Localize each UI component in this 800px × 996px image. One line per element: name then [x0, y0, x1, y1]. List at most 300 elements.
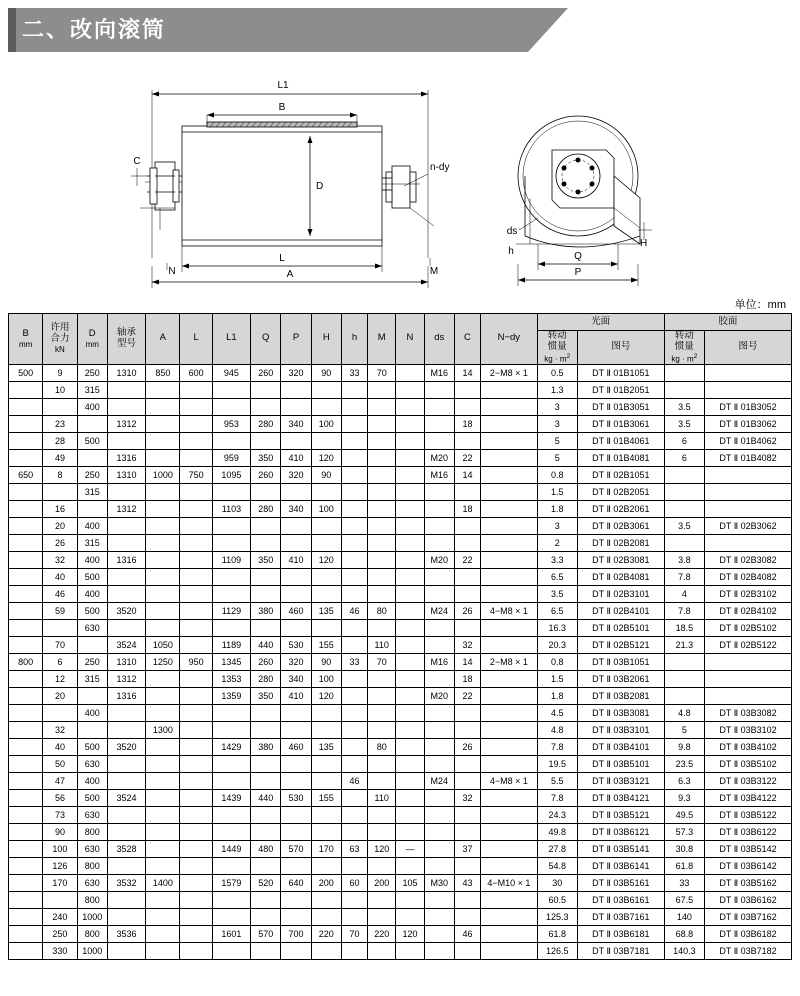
- cell-c: [454, 891, 480, 908]
- cell-l: [180, 789, 212, 806]
- col-b: B mm: [9, 314, 43, 365]
- cell-l1: [212, 755, 250, 772]
- cell-m: 70: [368, 653, 396, 670]
- cell-code1: DT Ⅱ 03B7161: [577, 908, 664, 925]
- table-row: [9, 874, 792, 891]
- cell-ds: [424, 925, 454, 942]
- cell-l1: [212, 823, 250, 840]
- cell-l: [180, 908, 212, 925]
- cell-c: 26: [454, 738, 480, 755]
- cell-p: [281, 857, 311, 874]
- cell-h_up: 155: [311, 789, 341, 806]
- cell-ndy: [481, 585, 538, 602]
- cell-bearing: [107, 721, 145, 738]
- cell-ndy: [481, 551, 538, 568]
- col-h-lower: h: [341, 314, 367, 365]
- cell-c: [454, 942, 480, 959]
- cell-h_low: [341, 500, 367, 517]
- cell-m: [368, 483, 396, 500]
- cell-l: [180, 568, 212, 585]
- cell-h_up: [311, 857, 341, 874]
- cell-m: [368, 772, 396, 789]
- cell-h_up: [311, 772, 341, 789]
- cell-j1: 0.8: [537, 653, 577, 670]
- cell-b: [9, 687, 43, 704]
- cell-n: [396, 653, 424, 670]
- cell-j2: [664, 687, 704, 704]
- cell-l: [180, 636, 212, 653]
- cell-q: [251, 908, 281, 925]
- cell-j1: 61.8: [537, 925, 577, 942]
- cell-a: [146, 942, 180, 959]
- cell-q: [251, 432, 281, 449]
- cell-h_low: [341, 568, 367, 585]
- cell-m: [368, 891, 396, 908]
- cell-ndy: [481, 755, 538, 772]
- cell-b: [9, 840, 43, 857]
- cell-bearing: [107, 823, 145, 840]
- cell-code1: DT Ⅱ 03B4121: [577, 789, 664, 806]
- cell-n: 120: [396, 925, 424, 942]
- cell-d: 400: [77, 517, 107, 534]
- spec-table-body: [9, 364, 792, 959]
- cell-l1: 953: [212, 415, 250, 432]
- svg-text:M: M: [429, 266, 439, 277]
- cell-code1: DT Ⅱ 02B1051: [577, 466, 664, 483]
- cell-m: 80: [368, 602, 396, 619]
- cell-ndy: [481, 466, 538, 483]
- cell-bearing: 1316: [107, 687, 145, 704]
- cell-ds: [424, 942, 454, 959]
- cell-h_low: 46: [341, 602, 367, 619]
- cell-ndy: [481, 721, 538, 738]
- cell-bearing: 1316: [107, 551, 145, 568]
- table-row: [9, 449, 792, 466]
- cell-m: [368, 619, 396, 636]
- cell-code1: DT Ⅱ 02B2051: [577, 483, 664, 500]
- cell-code2: DT Ⅱ 03B6122: [705, 823, 792, 840]
- cell-l: 750: [180, 466, 212, 483]
- cell-bearing: [107, 942, 145, 959]
- cell-c: [454, 772, 480, 789]
- cell-j1: 1.8: [537, 500, 577, 517]
- cell-b: [9, 908, 43, 925]
- cell-n: [396, 721, 424, 738]
- table-row: [9, 636, 792, 653]
- cell-code1: DT Ⅱ 03B2081: [577, 687, 664, 704]
- table-row: [9, 398, 792, 415]
- cell-p: 340: [281, 670, 311, 687]
- cell-j1: 1.8: [537, 687, 577, 704]
- cell-l1: [212, 381, 250, 398]
- cell-h_low: [341, 670, 367, 687]
- cell-ndy: [481, 568, 538, 585]
- cell-bearing: 1310: [107, 364, 145, 381]
- cell-h_low: [341, 823, 367, 840]
- cell-b: [9, 891, 43, 908]
- cell-l1: 1429: [212, 738, 250, 755]
- cell-force: 100: [43, 840, 77, 857]
- col-code-smooth: 图号: [577, 331, 664, 365]
- cell-ds: [424, 721, 454, 738]
- cell-c: [454, 721, 480, 738]
- cell-h_up: [311, 721, 341, 738]
- cell-n: [396, 704, 424, 721]
- cell-p: [281, 517, 311, 534]
- cell-m: 70: [368, 364, 396, 381]
- cell-j2: 23.5: [664, 755, 704, 772]
- cell-b: [9, 857, 43, 874]
- cell-ds: M20: [424, 551, 454, 568]
- cell-force: 240: [43, 908, 77, 925]
- cell-a: [146, 806, 180, 823]
- cell-ndy: [481, 398, 538, 415]
- cell-l: [180, 415, 212, 432]
- cell-j2: 21.3: [664, 636, 704, 653]
- cell-code1: DT Ⅱ 03B1051: [577, 653, 664, 670]
- cell-code2: DT Ⅱ 01B3062: [705, 415, 792, 432]
- cell-m: [368, 551, 396, 568]
- cell-force: 170: [43, 874, 77, 891]
- cell-j1: 1.5: [537, 483, 577, 500]
- cell-j2: 6.3: [664, 772, 704, 789]
- cell-h_low: [341, 449, 367, 466]
- table-row: [9, 806, 792, 823]
- cell-j2: [664, 466, 704, 483]
- cell-code2: [705, 534, 792, 551]
- table-row: [9, 415, 792, 432]
- cell-j2: 6: [664, 449, 704, 466]
- cell-code2: DT Ⅱ 03B6162: [705, 891, 792, 908]
- cell-b: [9, 789, 43, 806]
- cell-a: [146, 670, 180, 687]
- cell-m: [368, 942, 396, 959]
- cell-m: [368, 687, 396, 704]
- cell-j2: 3.5: [664, 415, 704, 432]
- cell-p: [281, 432, 311, 449]
- cell-ndy: [481, 449, 538, 466]
- cell-code1: DT Ⅱ 01B2051: [577, 381, 664, 398]
- cell-q: [251, 398, 281, 415]
- cell-a: [146, 687, 180, 704]
- cell-b: [9, 534, 43, 551]
- cell-b: [9, 823, 43, 840]
- cell-d: 250: [77, 364, 107, 381]
- cell-force: [43, 619, 77, 636]
- cell-bearing: [107, 517, 145, 534]
- cell-force: 9: [43, 364, 77, 381]
- cell-b: 500: [9, 364, 43, 381]
- cell-b: [9, 551, 43, 568]
- cell-l: [180, 500, 212, 517]
- cell-code2: DT Ⅱ 02B5102: [705, 619, 792, 636]
- cell-l1: [212, 857, 250, 874]
- cell-c: [454, 857, 480, 874]
- cell-l: [180, 585, 212, 602]
- cell-bearing: 1312: [107, 415, 145, 432]
- cell-l1: 1345: [212, 653, 250, 670]
- cell-m: [368, 398, 396, 415]
- table-row: [9, 823, 792, 840]
- cell-b: [9, 398, 43, 415]
- cell-j2: 33: [664, 874, 704, 891]
- cell-j2: 30.8: [664, 840, 704, 857]
- cell-c: 22: [454, 449, 480, 466]
- cell-l: [180, 823, 212, 840]
- cell-m: [368, 670, 396, 687]
- cell-n: [396, 500, 424, 517]
- table-row: [9, 942, 792, 959]
- cell-d: 630: [77, 874, 107, 891]
- cell-m: [368, 534, 396, 551]
- cell-l1: [212, 772, 250, 789]
- cell-q: 280: [251, 415, 281, 432]
- cell-c: [454, 381, 480, 398]
- cell-h_up: 90: [311, 466, 341, 483]
- cell-ndy: [481, 483, 538, 500]
- cell-code1: DT Ⅱ 01B4061: [577, 432, 664, 449]
- cell-m: 80: [368, 738, 396, 755]
- cell-m: [368, 585, 396, 602]
- cell-code2: DT Ⅱ 03B3122: [705, 772, 792, 789]
- cell-p: [281, 823, 311, 840]
- cell-code2: [705, 466, 792, 483]
- cell-ds: [424, 806, 454, 823]
- cell-m: [368, 449, 396, 466]
- cell-a: [146, 517, 180, 534]
- cell-code2: DT Ⅱ 03B6142: [705, 857, 792, 874]
- cell-b: [9, 483, 43, 500]
- cell-l1: [212, 891, 250, 908]
- cell-l: 600: [180, 364, 212, 381]
- cell-a: [146, 534, 180, 551]
- cell-p: [281, 619, 311, 636]
- cell-j2: 9.8: [664, 738, 704, 755]
- cell-c: 37: [454, 840, 480, 857]
- cell-a: [146, 551, 180, 568]
- cell-d: 630: [77, 840, 107, 857]
- cell-j1: 5: [537, 432, 577, 449]
- cell-ds: [424, 704, 454, 721]
- cell-l1: 959: [212, 449, 250, 466]
- cell-h_low: [341, 398, 367, 415]
- cell-force: 32: [43, 551, 77, 568]
- cell-h_low: 70: [341, 925, 367, 942]
- cell-d: 315: [77, 381, 107, 398]
- cell-force: 40: [43, 738, 77, 755]
- cell-bearing: 3520: [107, 738, 145, 755]
- cell-p: [281, 942, 311, 959]
- cell-n: [396, 908, 424, 925]
- cell-j1: 6.5: [537, 568, 577, 585]
- cell-h_low: [341, 585, 367, 602]
- cell-n: [396, 789, 424, 806]
- cell-j1: 0.5: [537, 364, 577, 381]
- spec-table: [8, 313, 792, 960]
- cell-b: [9, 636, 43, 653]
- cell-h_up: [311, 942, 341, 959]
- cell-code1: DT Ⅱ 03B4101: [577, 738, 664, 755]
- table-row: [9, 517, 792, 534]
- cell-j2: 3.5: [664, 517, 704, 534]
- cell-force: 70: [43, 636, 77, 653]
- cell-j1: 60.5: [537, 891, 577, 908]
- cell-ds: [424, 823, 454, 840]
- cell-p: [281, 806, 311, 823]
- cell-l1: 1103: [212, 500, 250, 517]
- cell-j2: [664, 381, 704, 398]
- cell-ds: M16: [424, 466, 454, 483]
- cell-ndy: [481, 840, 538, 857]
- cell-h_low: [341, 619, 367, 636]
- cell-b: [9, 568, 43, 585]
- cell-p: 320: [281, 364, 311, 381]
- cell-m: [368, 381, 396, 398]
- cell-ds: [424, 857, 454, 874]
- cell-a: 1400: [146, 874, 180, 891]
- cell-code1: DT Ⅱ 02B3061: [577, 517, 664, 534]
- cell-ds: M20: [424, 687, 454, 704]
- cell-bearing: [107, 891, 145, 908]
- cell-h_low: [341, 636, 367, 653]
- cell-bearing: [107, 806, 145, 823]
- cell-m: [368, 500, 396, 517]
- cell-l: [180, 432, 212, 449]
- cell-q: [251, 568, 281, 585]
- cell-l1: [212, 942, 250, 959]
- cell-h_up: [311, 483, 341, 500]
- cell-m: [368, 415, 396, 432]
- cell-c: [454, 908, 480, 925]
- cell-p: [281, 908, 311, 925]
- cell-l: [180, 534, 212, 551]
- cell-l: [180, 755, 212, 772]
- cell-code2: DT Ⅱ 03B5162: [705, 874, 792, 891]
- cell-code2: DT Ⅱ 03B7182: [705, 942, 792, 959]
- cell-code2: [705, 670, 792, 687]
- cell-h_low: [341, 857, 367, 874]
- cell-p: [281, 398, 311, 415]
- cell-h_low: [341, 704, 367, 721]
- cell-q: [251, 619, 281, 636]
- cell-h_low: [341, 534, 367, 551]
- col-ndy: N−dy: [481, 314, 538, 365]
- cell-l: [180, 398, 212, 415]
- cell-q: [251, 942, 281, 959]
- cell-ds: [424, 585, 454, 602]
- cell-ndy: 4−M10 × 1: [481, 874, 538, 891]
- cell-m: [368, 721, 396, 738]
- cell-a: [146, 704, 180, 721]
- cell-l1: [212, 704, 250, 721]
- cell-q: [251, 483, 281, 500]
- cell-force: [43, 704, 77, 721]
- cell-d: 630: [77, 755, 107, 772]
- cell-a: [146, 772, 180, 789]
- cell-code2: DT Ⅱ 01B4082: [705, 449, 792, 466]
- cell-l1: 1601: [212, 925, 250, 942]
- cell-code1: DT Ⅱ 01B1051: [577, 364, 664, 381]
- cell-l1: [212, 534, 250, 551]
- svg-text:D: D: [316, 181, 324, 192]
- cell-h_up: 120: [311, 449, 341, 466]
- unit-note: 单位：mm: [734, 299, 786, 311]
- cell-l1: [212, 517, 250, 534]
- cell-l: [180, 840, 212, 857]
- cell-l1: [212, 398, 250, 415]
- cell-d: 500: [77, 738, 107, 755]
- cell-ndy: [481, 687, 538, 704]
- cell-l: [180, 925, 212, 942]
- cell-code1: DT Ⅱ 01B3051: [577, 398, 664, 415]
- cell-l: [180, 942, 212, 959]
- cell-code2: DT Ⅱ 03B4122: [705, 789, 792, 806]
- cell-p: 570: [281, 840, 311, 857]
- cell-j1: 1.5: [537, 670, 577, 687]
- cell-b: [9, 806, 43, 823]
- cell-c: 22: [454, 551, 480, 568]
- cell-bearing: 3536: [107, 925, 145, 942]
- cell-h_low: [341, 381, 367, 398]
- cell-h_up: 90: [311, 364, 341, 381]
- cell-code1: DT Ⅱ 03B6161: [577, 891, 664, 908]
- cell-h_up: 100: [311, 670, 341, 687]
- cell-p: 640: [281, 874, 311, 891]
- cell-force: 8: [43, 466, 77, 483]
- cell-h_up: 90: [311, 653, 341, 670]
- cell-n: [396, 755, 424, 772]
- cell-q: 380: [251, 738, 281, 755]
- cell-j2: 140: [664, 908, 704, 925]
- cell-c: [454, 806, 480, 823]
- cell-j1: 7.8: [537, 738, 577, 755]
- cell-q: [251, 517, 281, 534]
- cell-c: [454, 755, 480, 772]
- cell-code2: DT Ⅱ 02B5122: [705, 636, 792, 653]
- cell-force: 28: [43, 432, 77, 449]
- cell-bearing: [107, 483, 145, 500]
- cell-j2: [664, 364, 704, 381]
- cell-code2: DT Ⅱ 02B3082: [705, 551, 792, 568]
- cell-code1: DT Ⅱ 02B2081: [577, 534, 664, 551]
- cell-ds: M24: [424, 602, 454, 619]
- cell-p: 460: [281, 602, 311, 619]
- cell-h_low: [341, 415, 367, 432]
- cell-l: [180, 721, 212, 738]
- cell-c: [454, 585, 480, 602]
- cell-ds: M16: [424, 653, 454, 670]
- cell-l: [180, 704, 212, 721]
- cell-l1: 1449: [212, 840, 250, 857]
- cell-code2: DT Ⅱ 03B6182: [705, 925, 792, 942]
- cell-p: [281, 772, 311, 789]
- table-row: [9, 755, 792, 772]
- cell-n: [396, 466, 424, 483]
- cell-d: 400: [77, 398, 107, 415]
- cell-force: [43, 891, 77, 908]
- cell-a: [146, 500, 180, 517]
- cell-c: 43: [454, 874, 480, 891]
- cell-ds: [424, 381, 454, 398]
- cell-a: [146, 840, 180, 857]
- cell-ds: [424, 619, 454, 636]
- cell-a: [146, 449, 180, 466]
- cell-a: 1050: [146, 636, 180, 653]
- svg-text:H: H: [640, 238, 648, 249]
- cell-c: 32: [454, 636, 480, 653]
- cell-ds: [424, 483, 454, 500]
- cell-h_low: [341, 687, 367, 704]
